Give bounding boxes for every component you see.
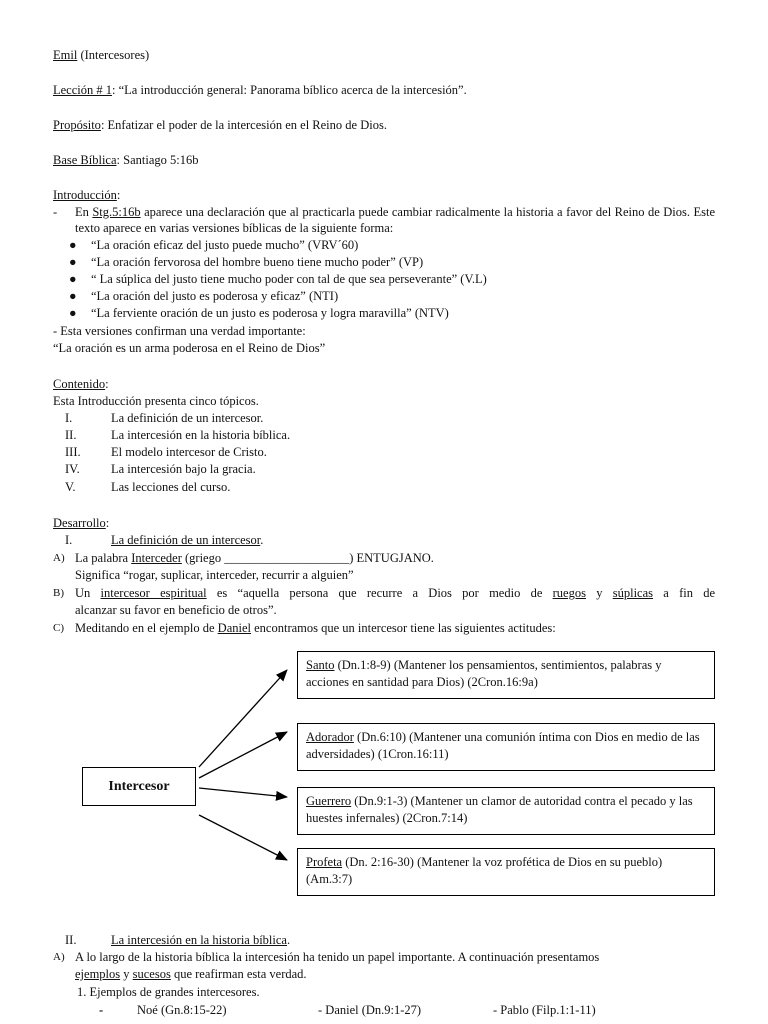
item-label: B) xyxy=(53,587,64,599)
arrow-to-guerrero xyxy=(199,788,287,797)
item-label: A) xyxy=(53,951,65,963)
attitude-box-adorador xyxy=(297,723,715,771)
attitude-text: (Dn.1:8-9) (Mantener los pensamientos, sentimientos, palabras y acciones en santidad para Dios) (2Cron.16:9a) xyxy=(306,658,662,689)
topic-number: II. xyxy=(65,428,77,442)
item-b-ruegos: ruegos xyxy=(552,586,586,600)
intro-heading-colon: : xyxy=(116,188,121,202)
content-intro: Esta Introducción presenta cinco tópicos. xyxy=(53,394,259,408)
item-a-ejemplos: ejemplos xyxy=(75,967,121,981)
item-b-line2: alcanzar su favor en beneficio de otros”. xyxy=(75,603,277,617)
section-title-text: La intercesión en la historia bíblica xyxy=(111,933,287,947)
item-label: A) xyxy=(53,552,65,564)
section-title-dot: . xyxy=(260,533,264,547)
lesson-label: Lección # 1 xyxy=(53,83,113,97)
example-daniel: - Daniel (Dn.9:1-27) xyxy=(318,1003,422,1017)
item-b-mid: es “aquella persona que recurre a Dios por medio de xyxy=(206,586,553,600)
dev-heading-colon: : xyxy=(105,516,110,530)
arrow-to-santo xyxy=(199,670,287,767)
lesson-title: : “La introducción general: Panorama bíblico acerca de la intercesión”. xyxy=(112,83,467,97)
bullet-icon: ● xyxy=(69,238,77,252)
base-label: Base Bíblica xyxy=(53,153,117,167)
arrow-to-profeta xyxy=(199,815,287,860)
attitude-title: Guerrero xyxy=(306,794,352,808)
content-heading-text: Contenido xyxy=(53,377,106,391)
section-number: II. xyxy=(65,933,77,947)
attitude-box-santo xyxy=(297,651,715,699)
intro-heading-text: Introducción xyxy=(53,188,117,202)
example-noe: Noé (Gn.8:15-22) xyxy=(137,1003,227,1017)
subsection-1: 1. Ejemplos de grandes intercesores. xyxy=(77,985,260,999)
topic-text: Las lecciones del curso. xyxy=(111,480,231,494)
content-heading-colon: : xyxy=(105,377,109,391)
row-dash: - xyxy=(99,1003,104,1017)
purpose-text: : Enfatizar el poder de la intercesión en el Reino de Dios. xyxy=(100,118,387,132)
topic-number: I. xyxy=(65,411,73,425)
topic-text: El modelo intercesor de Cristo. xyxy=(111,445,267,459)
bullet-text: “La oración eficaz del justo puede mucho” (VRV´60) xyxy=(91,238,359,252)
section-number: I. xyxy=(65,533,73,547)
item-a-post: (griego ____________________) ENTUGJANO. xyxy=(181,551,434,565)
base-text: : Santiago 5:16b xyxy=(116,153,199,167)
topic-number: IV. xyxy=(65,462,80,476)
intro-dash: - xyxy=(53,205,58,219)
topic-text: La intercesión bajo la gracia. xyxy=(111,462,256,476)
item-a-line1: A lo largo de la historia bíblica la intercesión ha tenido un papel importante. A continuación presentamos xyxy=(75,950,600,964)
topic-number: III. xyxy=(65,445,81,459)
item-a-meaning: Significa “rogar, suplicar, interceder, recurrir a alguien” xyxy=(75,568,354,582)
item-b-suplicas: súplicas xyxy=(612,586,654,600)
purpose-label: Propósito xyxy=(53,118,101,132)
section-title-text: La definición de un intercesor xyxy=(111,533,261,547)
attitude-box-guerrero xyxy=(297,787,715,835)
attitude-box-profeta xyxy=(297,848,715,896)
bullet-text: “La ferviente oración de un justo es poderosa y logra maravilla” (NTV) xyxy=(91,306,449,320)
bullet-icon: ● xyxy=(69,255,77,269)
topic-text: La intercesión en la historia bíblica. xyxy=(111,428,291,442)
author-subtitle: (Intercesores) xyxy=(77,48,150,62)
intro-p1-pre: En xyxy=(75,205,93,219)
section-title-dot: . xyxy=(286,933,291,947)
bullet-text: “La oración fervorosa del hombre bueno tiene mucho poder” (VP) xyxy=(91,255,424,269)
item-b-term: intercesor espiritual xyxy=(100,586,207,600)
bullet-icon: ● xyxy=(69,272,77,286)
item-a-line2 xyxy=(75,966,307,982)
item-a-pre: La palabra xyxy=(75,551,132,565)
intercesor-box: Intercesor xyxy=(82,767,196,806)
topic-text: La definición de un intercesor. xyxy=(111,411,264,425)
item-c-daniel: Daniel xyxy=(217,621,251,635)
bullet-icon: ● xyxy=(69,289,77,303)
intro-quote: “La oración es un arma poderosa en el Reino de Dios” xyxy=(53,341,326,355)
item-a-post: que reafirman esta verdad. xyxy=(170,967,307,981)
attitude-text: (Dn.6:10) (Mantener una comunión íntima con Dios en medio de las adversidades) (1Cron.16:11) xyxy=(306,730,700,761)
attitude-text: (Dn. 2:16-30) (Mantener la voz profética de Dios en su pueblo) (Am.3:7) xyxy=(306,855,663,886)
item-a-y: y xyxy=(120,967,133,981)
intro-confirm: - Esta versiones confirman una verdad importante: xyxy=(53,324,306,338)
bullet-text: “La oración del justo es poderosa y eficaz” (NTI) xyxy=(91,289,339,303)
topic-number: V. xyxy=(65,480,76,494)
intro-p1-post: aparece una declaración que al practicarla puede cambiar radicalmente la historia a favor del Reino de Dios. Este texto aparece en varias versiones bíblicas de la siguiente forma: xyxy=(75,205,715,235)
item-label: C) xyxy=(53,622,64,634)
item-b-post: a fin de xyxy=(653,586,716,600)
item-a-word: Interceder xyxy=(131,551,182,565)
item-c-post: encontramos que un intercesor tiene las siguientes actitudes: xyxy=(251,621,556,635)
section-title xyxy=(111,932,290,948)
item-a-sucesos: sucesos xyxy=(132,967,171,981)
attitude-title: Profeta xyxy=(306,855,343,869)
attitude-title: Santo xyxy=(306,658,335,672)
attitude-title: Adorador xyxy=(306,730,354,744)
bullet-icon: ● xyxy=(69,306,77,320)
example-pablo: - Pablo (Filp.1:1-11) xyxy=(493,1003,596,1017)
item-b-y: y xyxy=(585,586,613,600)
arrow-to-adorador xyxy=(199,732,287,778)
item-b-pre: Un xyxy=(75,586,101,600)
author-name: Emil xyxy=(53,48,78,62)
intro-p1-ref: Stg.5:16b xyxy=(92,205,141,219)
dev-heading-text: Desarrollo xyxy=(53,516,106,530)
bullet-text: “ La súplica del justo tiene mucho poder con tal de que sea perseverante” (V.L) xyxy=(91,272,487,286)
attitude-text: (Dn.9:1-3) (Mantener un clamor de autoridad contra el pecado y las huestes infernales) (2Cron.7:14) xyxy=(306,794,693,825)
item-c-pre: Meditando en el ejemplo de xyxy=(75,621,218,635)
